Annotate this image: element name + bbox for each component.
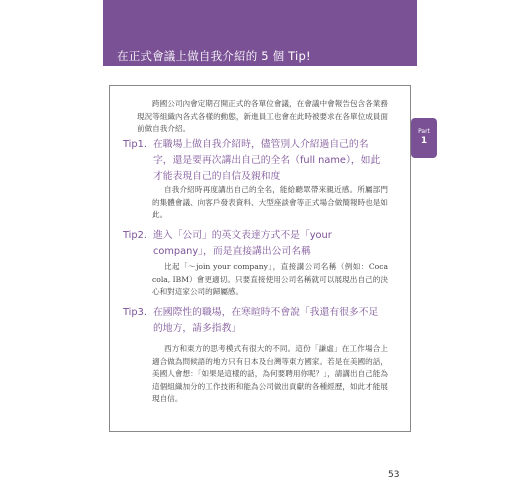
page-title: 在正式會議上做自我介紹的 5 個 Tip! xyxy=(117,49,311,63)
tip-1 xyxy=(123,137,388,185)
tip-2-label: Tip2. xyxy=(123,230,147,241)
tip-3-label: Tip3. xyxy=(123,307,147,318)
tip-3-body: 西方和東方的思考模式有很大的不同。這份「謙虛」在工作場合上適合做為問候語的地方只有日本及台灣等東方國家。若是在美國的話，美國人會想：「如果是這樣的話，為何要聘用你呢？」，請講出自己能為這個組織加分的工作技術和能為公司做出貢獻的各種經歷，如此才能展現自信。 xyxy=(152,344,388,404)
part-tab xyxy=(411,118,437,158)
tip-3 xyxy=(123,305,388,337)
tip-2 xyxy=(123,228,388,260)
tip-1-body: 自我介紹時再度講出自己的全名，能給聽眾帶來親近感。所屬部門的集體會議、向客戶發表資料、大型座談會等正式場合做簡報時也是如此。 xyxy=(152,185,388,220)
part-number: 1 xyxy=(420,136,428,146)
tip-2-body: 比起「～join your company」，直接講公司名稱（例如：Coca cola, IBM）會更適切。只要直接使用公司名稱就可以展現出自己的決心和對這家公司的歸屬感。 xyxy=(152,262,388,297)
page-number: 53 xyxy=(388,470,400,480)
tip-2-heading: 進入「公司」的英文表達方式不是「your company」，而是直接講出公司名稱 xyxy=(153,230,332,257)
intro-paragraph: 跨國公司內會定期召開正式的各單位會議，在會議中會報告包含各業務現況等組織內各式各樣的動態，新進員工也會在此時被要求在各單位成員面前做自我介紹。 xyxy=(137,99,388,134)
part-label: Part xyxy=(418,128,430,135)
header-banner xyxy=(103,0,417,66)
tip-1-heading: 在職場上做自我介紹時，儘管別人介紹過自己的名字，還是要再次講出自己的全名（full name），如此才能表現自己的自信及親和度 xyxy=(153,139,381,182)
tip-3-heading: 在國際性的職場，在寒暄時不會說「我還有很多不足的地方，請多指教」 xyxy=(153,307,379,334)
tip-1-label: Tip1. xyxy=(123,139,147,150)
